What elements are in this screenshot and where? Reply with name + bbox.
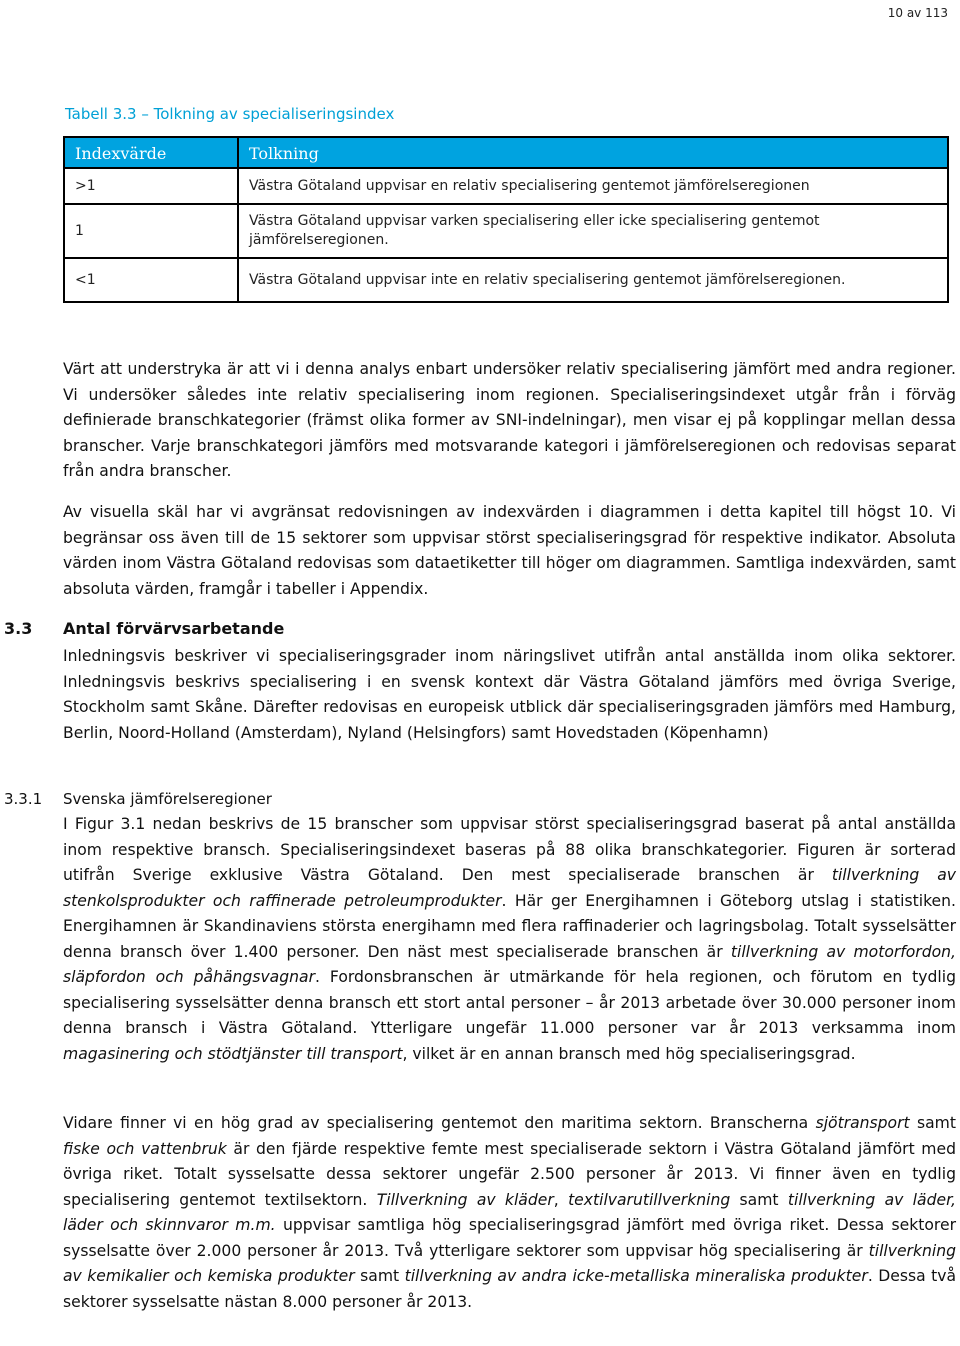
industry-name: fiske och vattenbruk (63, 1139, 227, 1158)
interpretation-cell: Västra Götaland uppvisar varken specialisering eller icke specialisering gentemot jämförelseregionen. (238, 204, 948, 258)
index-cell: <1 (64, 258, 238, 302)
intro-paragraph-2: Av visuella skäl har vi avgränsat redovisningen av indexvärden i diagrammen i detta kapitel till högst 10. Vi begränsar oss även till de 15 sektorer som uppvisar störst specialiseringsgrad för respektive indikator. Absoluta värden inom Västra Götaland redovisas som dataetiketter till höger om diagrammen. Samtliga indexvärden, samt absoluta värden, framgår i tabeller i Appendix. (63, 503, 956, 598)
industry-name: tillverkning av stenkolsprodukter och raffinerade petroleumprodukter (63, 866, 956, 910)
section-title: Antal förvärvsarbetande (63, 619, 285, 638)
index-cell: >1 (64, 168, 238, 204)
section-paragraph: Inledningsvis beskriver vi specialiseringsgrader inom näringslivet utifrån antal anställda inom olika sektorer. Inledningsvis beskrivs specialisering i en svensk kontext där Västra Götaland jämförs med övriga Sverige, Stockholm samt Skåne. Därefter redovisas en europeisk utblick där specialiseringsgraden jämförs med Hamburg, Berlin, Noord-Holland (Amsterdam), Nyland (Helsingfors) samt Hovedstaden (Köpenhamn) (63, 647, 956, 742)
industry-name: tillverkning av kemikalier och kemiska produkter (63, 1241, 956, 1285)
table-row (64, 204, 948, 258)
table-caption: Tabell 3.3 – Tolkning av specialiseringsindex (65, 105, 395, 123)
subsection-number: 3.3.1 (4, 790, 43, 808)
subsection-paragraph-1: I Figur 3.1 nedan beskrivs de 15 branscher som uppvisar störst specialiseringsgrad baserat på antal anställda inom respektive bransch. Specialiseringsindexet baseras på 88 olika branschkategorier. Figuren är sorterad utifrån Sverige exklusive Västra Götaland. Den mest specialiserade branschen är tillverkning av stenkolsprodukter och raffinerade petroleumprodukter. Här ger Energihamnen i Göteborg utslag i statistiken. Energihamnen är Skandinaviens största energihamn med flera raffinaderier och lagringsbolag. Totalt sysselsätter denna bransch över 1.400 personer. Den näst mest specialiserade branschen är tillverkning av motorfordon, släpfordon och påhängsvagnar. Fordonsbranschen är utmärkande för hela regionen, och förutom en tydlig specialisering sysselsätter denna bransch ett stort antal personer – år 2013 arbetade över 30.000 personer inom denna bransch i Västra Götaland. Ytterligare ungefär 11.000 personer var år 2013 verksamma inom magasinering och stödtjänster till transport, vilket är en annan bransch med hög specialiseringsgrad. (63, 815, 956, 1063)
interpretation-cell: Västra Götaland uppvisar en relativ specialisering gentemot jämförelseregionen (238, 168, 948, 204)
table-header-row (64, 137, 948, 168)
interpretation-table (63, 136, 949, 303)
industry-name: textilvarutillverkning (568, 1190, 731, 1209)
subsection-title: Svenska jämförelseregioner (63, 790, 272, 808)
industry-name: tillverkning av läder, läder och skinnvaror m.m. (63, 1190, 956, 1234)
table-row (64, 168, 948, 204)
header-interpretation: Tolkning (238, 137, 948, 168)
table-row (64, 258, 948, 302)
interpretation-cell: Västra Götaland uppvisar inte en relativ specialisering gentemot jämförelseregionen. (238, 258, 948, 302)
intro-paragraph-1: Värt att understryka är att vi i denna analys enbart undersöker relativ specialisering jämfört med andra regioner. Vi undersöker således inte relativ specialisering inom regionen. Specialiseringsindexet utgår från i förväg definierade branschkategorier (främst olika former av SNI-indelningar), men visar ej på kopplingar mellan dessa branscher. Varje branschkategori jämförs med motsvarande kategori i jämförelseregionen och redovisas separat från andra branscher. (63, 360, 956, 480)
section-number: 3.3 (4, 619, 33, 638)
industry-name: Tillverkning av kläder (376, 1190, 554, 1209)
industry-name: magasinering och stödtjänster till transport (63, 1044, 403, 1063)
page-number: 10 av 113 (887, 6, 948, 20)
index-cell: 1 (64, 204, 238, 258)
industry-name: sjötransport (815, 1114, 910, 1132)
header-index-value: Indexvärde (64, 137, 238, 168)
subsection-paragraph-2: Vidare finner vi en hög grad av specialisering gentemot den maritima sektorn. Branscherna sjötransport samt fiske och vattenbruk är den fjärde respektive femte mest specialiserade sektorn i Västra Götaland jämfört med övriga riket. Totalt sysselsatte dessa sektorer ungefär 2.500 personer år 2013. Vi finner även en tydlig specialisering gentemot textilsektorn. Tillverkning av kläder, textilvarutillverkning samt tillverkning av läder, läder och skinnvaror m.m. uppvisar samtliga hög specialiseringsgrad jämfört med övriga riket. Dessa sektorer sysselsatte över 2.000 personer år 2013. Två ytterligare sektorer som uppvisar hög specialisering är tillverkning av kemikalier och kemiska produkter samt tillverkning av andra icke-metalliska mineraliska produkter. Dessa två sektorer sysselsatte nästan 8.000 personer år 2013. (63, 1114, 957, 1311)
industry-name: tillverkning av andra icke-metalliska mineraliska produkter (404, 1267, 868, 1285)
industry-name: tillverkning av motorfordon, släpfordon och påhängsvagnar (63, 942, 956, 986)
